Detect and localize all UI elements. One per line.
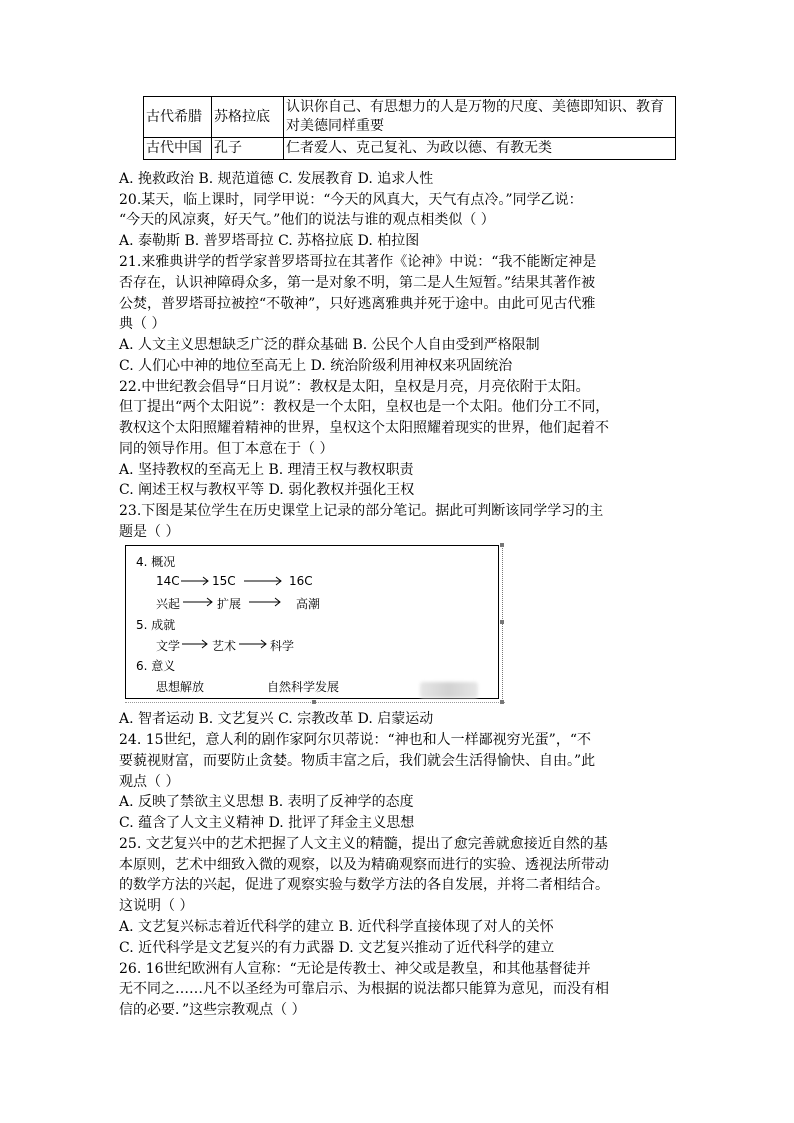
notes-stage-peak: 高潮 <box>296 597 321 611</box>
arrow-right-icon <box>181 576 211 586</box>
q21-stem-line: 否存在，认识神障碍众多，第一是对象不明，第二是人生短暂。”结果其著作被 <box>119 275 596 291</box>
resize-handle[interactable] <box>500 620 504 624</box>
q21-stem-line: 21.来雅典讲学的哲学家普罗塔哥拉在其著作《论神》中说：“我不能断定神是 <box>119 254 597 270</box>
q25-stem-line: 本原则，艺术中细致入微的观察，以及为精确观察而进行的实验、透视法所带动 <box>119 857 609 873</box>
q24-stem-line: 24. 15世纪，意人利的剧作家阿尔贝蒂说：“神也和人一样鄙视穷光蛋”，“不 <box>119 732 591 748</box>
table-cell-region: 古代希腊 <box>144 97 212 138</box>
q22-option-row: A. 坚持教权的至高无上 B. 理清王权与教权职责 <box>119 462 414 478</box>
q24-option-row: C. 蕴含了人文主义精神 D. 批评了拜金主义思想 <box>119 815 415 831</box>
q23-stem-line: 题是（ ） <box>119 524 180 540</box>
q25-stem-line: 25. 文艺复兴中的艺术把握了人文主义的精髓，提出了愈完善就愈接近自然的基 <box>119 836 608 852</box>
q24-option-row: A. 反映了禁欲主义思想 B. 表明了反神学的态度 <box>119 794 414 810</box>
resize-handle[interactable] <box>500 700 504 704</box>
table-row <box>144 97 676 138</box>
notes-achievement-science: 科学 <box>270 639 295 653</box>
notes-century-16: 16C <box>289 574 313 588</box>
notes-century-14: 14C <box>156 574 180 588</box>
arrow-right-icon <box>249 597 283 607</box>
arrow-right-icon <box>239 639 269 649</box>
notes-achievement-literature: 文学 <box>156 639 181 653</box>
q21-stem-line: 典（ ） <box>119 316 166 332</box>
table-cell-person: 孔子 <box>212 138 284 160</box>
q26-stem-line: 无不同之……凡不以圣经为可靠启示、为根据的说法都只能算为意见，而没有相 <box>119 981 609 997</box>
q19-options: A. 挽救政治 B. 规范道德 C. 发展教育 D. 追求人性 <box>119 171 434 187</box>
arrow-right-icon <box>183 597 215 607</box>
q21-option-row: A. 人文主义思想缺乏广泛的群众基础 B. 公民个人自由受到严格限制 <box>119 337 540 353</box>
q22-option-row: C. 阐述王权与教权平等 D. 弱化教权并强化王权 <box>119 482 415 498</box>
arrow-right-icon <box>244 576 284 586</box>
q25-option-row: A. 文艺复兴标志着近代科学的建立 B. 近代科学直接体现了对人的关怀 <box>119 919 554 935</box>
table-cell-person: 苏格拉底 <box>212 97 284 138</box>
notes-heading-achievements: 5. 成就 <box>136 618 176 632</box>
q23-stem-line: 23.下图是某位学生在历史课堂上记录的部分笔记。据此可判断该同学学习的主 <box>119 503 604 519</box>
notes-achievement-art: 艺术 <box>212 639 237 653</box>
q22-stem-line: 22.中世纪教会倡导“日月说”：教权是太阳，皇权是月亮，月亮依附于太阳。 <box>119 379 590 395</box>
q25-stem-line: 的数学方法的兴起，促进了观察实验与数学方法的各自发展，并将二者相结合。 <box>119 877 609 893</box>
notes-stage-expand: 扩展 <box>217 597 242 611</box>
table-cell-idea: 仁者爱人、克己复礼、为政以德、有教无类 <box>284 138 676 160</box>
q22-stem-line: 同的领导作用。但丁本意在于（ ） <box>119 441 334 457</box>
notes-significance-science: 自然科学发展 <box>267 680 340 694</box>
q21-stem-line: 公焚，普罗塔哥拉被控“不敬神”，只好逃离雅典并死于途中。由此可见古代雅 <box>119 296 596 312</box>
notes-heading-significance: 6. 意义 <box>136 659 176 673</box>
notes-century-15: 15C <box>212 574 236 588</box>
q20-stem-line: 20.某天，临上课时，同学甲说：“今天的风真大，天气有点冷。”同学乙说： <box>119 192 583 208</box>
notes-stage-rise: 兴起 <box>156 597 181 611</box>
notes-figure <box>125 545 499 699</box>
thinkers-table <box>143 96 676 160</box>
watermark-blur <box>420 682 478 698</box>
table-cell-region: 古代中国 <box>144 138 212 160</box>
q20-stem-line: “今天的风凉爽，好天气。”他们的说法与谁的观点相类似（ ） <box>119 212 495 228</box>
q25-option-row: C. 近代科学是文艺复兴的有力武器 D. 文艺复兴推动了近代科学的建立 <box>119 940 555 956</box>
q26-stem-line: 26. 16世纪欧洲有人宣称：“无论是传教士、神父或是教皇，和其他基督徒并 <box>119 961 591 977</box>
q20-options: A. 泰勒斯 B. 普罗塔哥拉 C. 苏格拉底 D. 柏拉图 <box>119 233 420 249</box>
resize-handle[interactable] <box>500 543 504 547</box>
table-cell-idea: 认识你自己、有思想力的人是万物的尺度、美德即知识、教育对美德同样重要 <box>284 97 676 138</box>
q22-stem-line: 但丁提出“两个太阳说”：教权是一个太阳，皇权也是一个太阳。他们分工不同， <box>119 399 610 415</box>
q22-stem-line: 教权这个太阳照耀着精神的世界，皇权这个太阳照耀着现实的世界，他们起着不 <box>119 420 609 436</box>
q24-stem-line: 观点（ ） <box>119 774 180 790</box>
q23-options: A. 智者运动 B. 文艺复兴 C. 宗教改革 D. 启蒙运动 <box>119 711 434 727</box>
notes-significance-thought: 思想解放 <box>156 680 205 694</box>
selection-border <box>502 545 503 703</box>
q26-stem-line: 信的必要．”这些宗教观点（ ） <box>119 1002 306 1018</box>
q24-stem-line: 要藐视财富，而要防止贪婪。物质丰富之后，我们就会生活得愉快、自由。”此 <box>119 753 596 769</box>
resize-handle[interactable] <box>312 700 316 704</box>
notes-heading-overview: 4. 概况 <box>136 555 176 569</box>
q25-stem-line: 这说明（ ） <box>119 898 194 914</box>
q21-option-row: C. 人们心中神的地位至高无上 D. 统治阶级利用神权来巩固统治 <box>119 358 513 374</box>
table-row <box>144 138 676 160</box>
arrow-right-icon <box>182 639 210 649</box>
